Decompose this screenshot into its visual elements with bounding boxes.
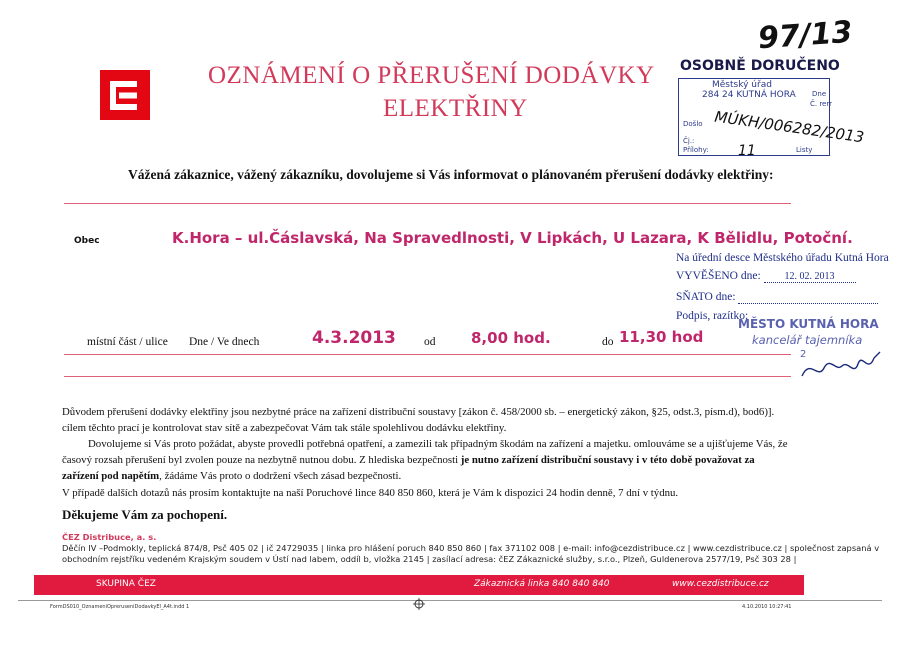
body-p2-bold: je nutno zařízení distribuční soustavy i v této době považovat za zařízení pod napětím — [62, 454, 755, 482]
print-timestamp: 4.10.2010 10:27:41 — [742, 604, 792, 610]
city-stamp-line2: kancelář tajemníka — [752, 333, 863, 347]
from-label: od — [424, 336, 436, 348]
removed-row — [676, 291, 878, 304]
stamp-office: Městský úřad — [712, 80, 772, 90]
body-p2-end: , žádáme Vás proto o dodržení všech zásad bezpečnosti. — [159, 470, 402, 482]
band-group-text: SKUPINA ČEZ — [96, 579, 156, 589]
stamp-reg-label: Č. rerr — [810, 100, 833, 108]
part-label: místní část / ulice — [87, 336, 168, 348]
band-hotline-text: Zákaznická linka 840 840 840 — [474, 579, 610, 589]
handwritten-reference: MÚKH/006282/2013 — [713, 107, 866, 147]
to-label: do — [602, 336, 614, 348]
city-stamp-number: 2 — [800, 349, 807, 360]
footer-line2: obchodním rejstříku vedeném Krajským soudem v Ústí nad labem, oddíl b, vložka 2145 | zasílací adresa: čEZ Zákaznické služby, s.r.o., Plzeň, Guldenerova 2577/19, Psč 303 28 | — [62, 554, 797, 564]
notice-board-line: Na úřední desce Městského úřadu Kutná Hora — [676, 252, 889, 264]
outage-date: 4.3.2013 — [312, 328, 396, 348]
trim-line — [18, 600, 882, 601]
document-number: 97/13 — [756, 14, 854, 57]
obec-value: K.Hora – ul.Čáslavská, Na Spravedlnosti, V Lipkách, U Lazara, K Bělidlu, Potoční. — [172, 229, 853, 247]
thanks-text: Děkujeme Vám za pochopení. — [62, 507, 228, 522]
notice-title-line2: ELEKTŘINY — [383, 95, 528, 122]
body-paragraph-2 — [62, 436, 792, 484]
posted-row — [676, 270, 856, 283]
divider-mid-1 — [64, 354, 791, 355]
footer-company: ČEZ Distribuce, a. s. — [62, 532, 157, 542]
handwritten-page: 11 — [738, 143, 756, 159]
posted-date: 12. 02. 2013 — [764, 271, 856, 283]
obec-label: Obec — [74, 236, 100, 246]
print-file: FormDS010_OznameniOpreruseniDodavkyEl_A4t.indd 1 — [50, 604, 190, 610]
removed-label: SŇATO dne: — [676, 291, 736, 303]
stamp-prilohy-label: Přílohy: — [683, 146, 709, 154]
divider-mid-2 — [64, 376, 791, 377]
footer-line1: Děčín IV –Podmokly, teplická 874/8, Psč 405 02 | ič 24729035 | linka pro hlášení poruch 840 850 860 | fax 371102 008 | e-mail: info@cezdistribuce.cz | www.cezdistribuce.cz | společnost zapsaná v — [62, 543, 880, 553]
posted-label: VYVĚŠENO dne: — [676, 270, 761, 282]
removed-date-blank — [738, 291, 878, 304]
stamp-dne-label: Dne — [812, 90, 827, 98]
cez-logo-mark-icon — [110, 81, 137, 110]
handwritten-signature — [796, 350, 886, 386]
body-p2-start: Dovolujeme si Vás proto požádat, abyste provedli potřebná opatření, a zamezili tak případným škodám na zařízení a majetku. omlouváme se a ujišťujeme Vás, že časový rozsah přerušení byl zvolen pouze na nezbytně nutnou dobu. Z hlediska bezpečnosti — [62, 438, 788, 466]
body-paragraph-3: V případě dalších dotazů nás prosím kontaktujte na naší Poruchové lince 840 850 860, která je Vám k dispozici 24 hodin denně, 7 dní v týdnu. — [62, 487, 679, 499]
band-web-link[interactable]: www.cezdistribuce.cz — [672, 579, 769, 589]
city-stamp-line1: MĚSTO KUTNÁ HORA — [738, 317, 879, 331]
stamp-doslo-label: Došlo — [683, 120, 703, 128]
signature-label: Podpis, razítko: — [676, 310, 749, 322]
day-label: Dne / Ve dnech — [189, 336, 260, 348]
greeting-text: Vážená zákaznice, vážený zákazníku, dovolujeme si Vás informovat o plánovaném přerušení dodávky elektřiny: — [128, 167, 774, 182]
from-time: 8,00 hod. — [471, 329, 551, 347]
registration-mark-icon — [413, 598, 425, 610]
body-paragraph-1: Důvodem přerušení dodávky elektřiny jsou nezbytné práce na zařízení distribuční soustavy [zákon č. 458/2000 sb. – energetický zákon, §25, odst.3, písm.d), bod6)]. cílem těchto prací je kontrolovat stav sítě a zabezpečovat Vám tak stále spolehlivou dodávku elektřiny. — [62, 406, 775, 434]
stamp-address: 284 24 KUTNÁ HORA — [702, 90, 796, 100]
stamp-cj-label: Čj.: — [683, 137, 695, 145]
to-time: 11,30 hod — [619, 328, 704, 346]
stamp-listy-label: Listy — [796, 146, 813, 154]
divider-top — [64, 203, 791, 204]
notice-title-line1: OZNÁMENÍ O PŘERUŠENÍ DODÁVKY — [208, 62, 655, 89]
delivery-stamp-header: OSOBNĚ DORUČENO — [680, 58, 840, 74]
